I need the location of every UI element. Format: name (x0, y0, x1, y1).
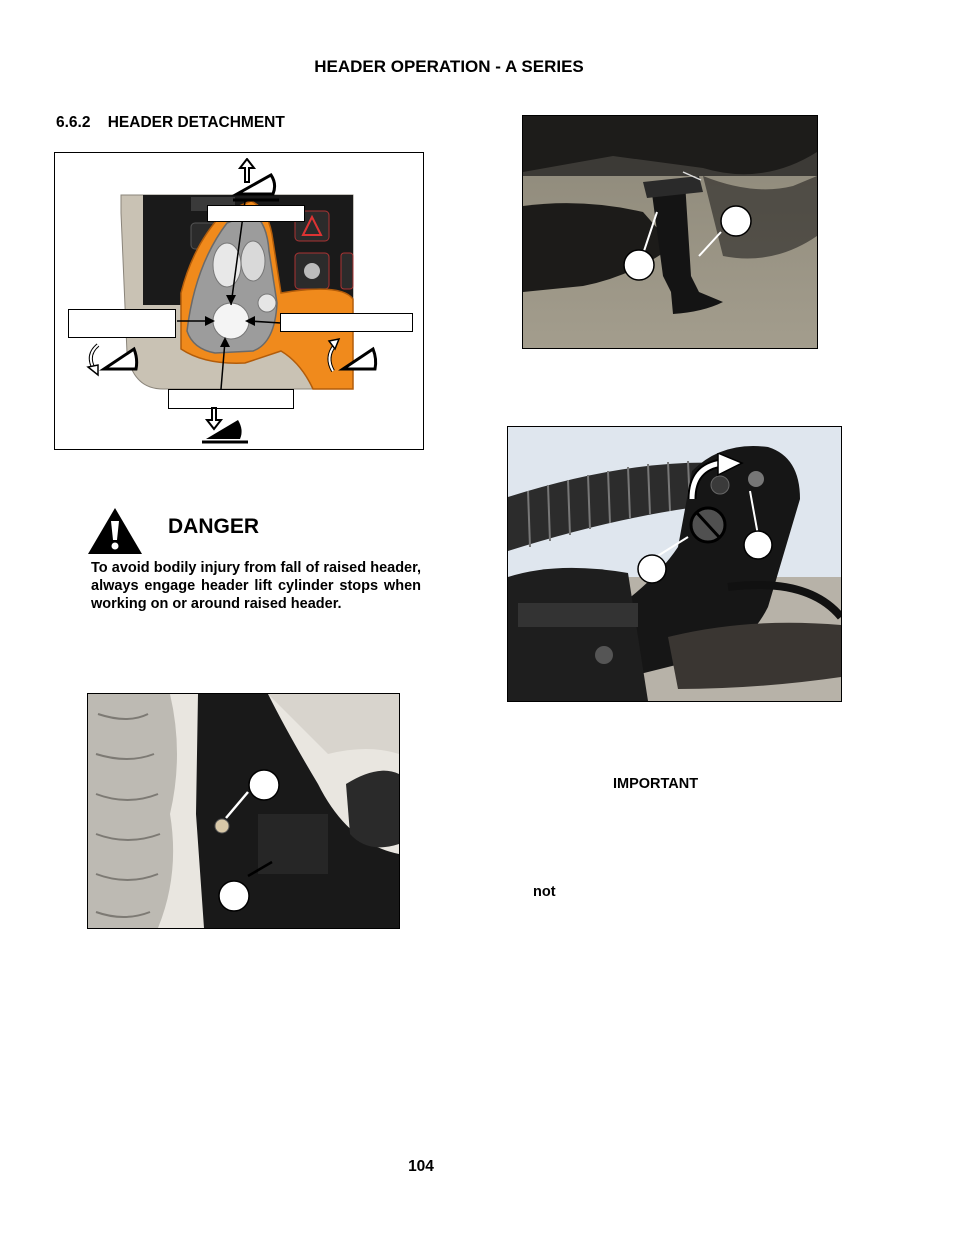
page-header: HEADER OPERATION - A SERIES (314, 57, 584, 76)
header-tilt-right-icon (323, 337, 379, 379)
callout-box-tilt-left (68, 309, 176, 338)
section-title: HEADER DETACHMENT (107, 114, 285, 131)
cylinder-stop-photo (87, 693, 400, 929)
joystick-figure (54, 152, 424, 450)
callout-circle-stop (217, 879, 251, 913)
section-number: 6.6.2 (56, 114, 91, 131)
not-emphasis: not (533, 884, 556, 900)
header-lower-icon (200, 406, 250, 446)
callout-circle-linkage-left (636, 553, 668, 585)
callout-box-tilt-right (280, 313, 413, 332)
callout-circle-stop-pin (247, 768, 281, 802)
callout-circle-linkage-right (742, 529, 774, 561)
danger-title: DANGER (168, 515, 260, 538)
callout-circle-stand (622, 248, 656, 282)
lift-linkage-photo (507, 426, 842, 702)
important-label: IMPORTANT (613, 776, 699, 792)
header-stand-illustration (523, 116, 817, 348)
danger-text: To avoid bodily injury from fall of raised header, always engage header lift cylinder stops when working on or around raised header. (91, 560, 421, 613)
rotate-arrow-icon (688, 453, 744, 503)
prohibited-icon (688, 505, 728, 545)
page-number: 104 (408, 1158, 434, 1175)
lift-linkage-illustration (508, 427, 841, 701)
header-tilt-left-icon (84, 339, 140, 379)
header-stand-photo (522, 115, 818, 349)
callout-box-raise (207, 205, 305, 222)
warning-triangle-icon (86, 506, 144, 556)
section-heading (56, 114, 285, 132)
header-raise-icon (231, 158, 281, 204)
callout-circle-pin (719, 204, 753, 238)
